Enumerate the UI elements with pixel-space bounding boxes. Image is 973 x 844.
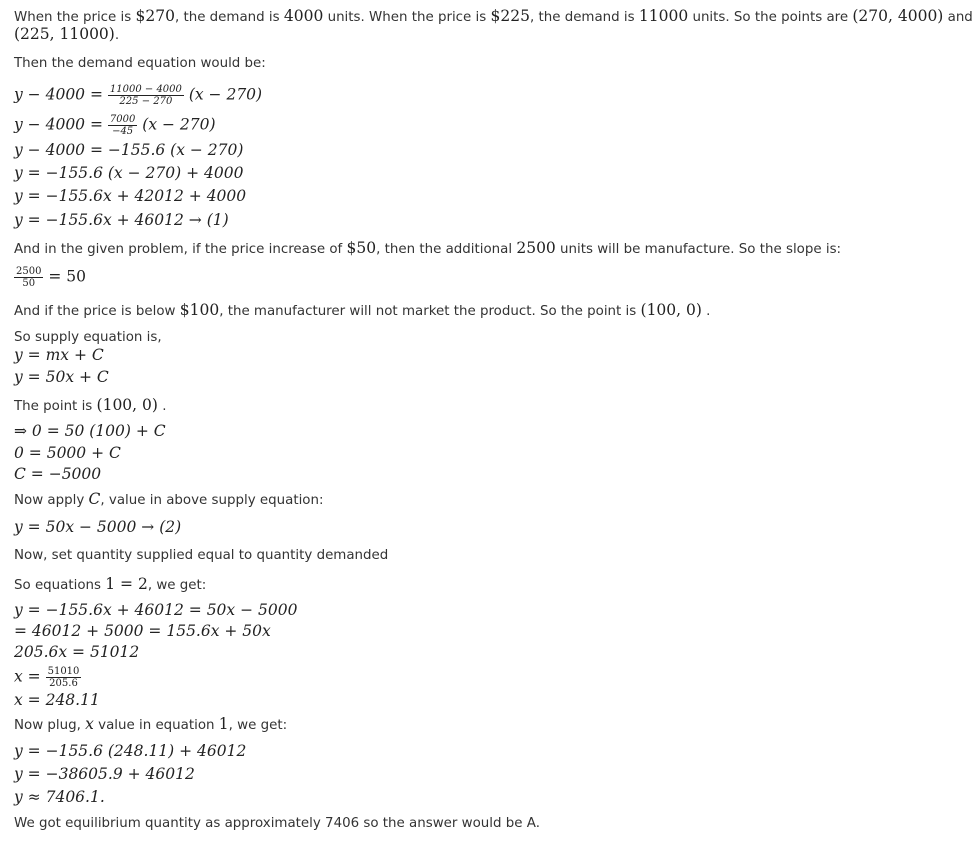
set-text: Now, set quantity supplied equal to quantity demanded xyxy=(14,548,389,563)
intro-line-2: (225, 11000). xyxy=(14,25,120,43)
intro-line-1: When the price is $270, the demand is 4000 units. When the price is $225, the demand is 11000 units. So the points are (270, 4000) and xyxy=(14,7,973,25)
apply-text: Now apply C, value in above supply equation: xyxy=(14,490,324,508)
so-eq-text: So equations 1 = 2, we get: xyxy=(14,575,207,593)
fraction: $\frac{51010}{205.6}$ xyxy=(47,666,80,689)
supply-final-eq: y = 50x − 5000 → (2) xyxy=(14,518,182,536)
solve-eq-5: x = 248.11 xyxy=(14,691,100,709)
fraction: $\frac{11000 - 4000}{225 - 270}$ xyxy=(109,84,182,107)
demand-eq-1: y − 4000 = $\frac{11000 - 4000}{225 - 270}$ (x − 270) xyxy=(14,84,263,107)
below-text: And if the price is below $100, the manufacturer will not market the product. So the point is (100, 0) . xyxy=(14,301,711,319)
c-eq-3: C = −5000 xyxy=(14,465,102,483)
plug-eq-2: y = −38605.9 + 46012 xyxy=(14,765,195,783)
solve-eq-2: = 46012 + 5000 = 155.6x + 50x xyxy=(14,622,271,640)
demand-eq-6: y = −155.6x + 46012 → (1) xyxy=(14,211,229,229)
demand-eq-3: y − 4000 = −155.6 (x − 270) xyxy=(14,141,244,159)
demand-eq-2: y − 4000 = $\frac{7000}{-45}$ (x − 270) xyxy=(14,114,216,137)
plug-text: Now plug, x value in equation 1, we get: xyxy=(14,715,288,733)
conclusion: We got equilibrium quantity as approximately 7406 so the answer would be A. xyxy=(14,816,540,831)
fraction: $\frac{7000}{-45}$ xyxy=(109,114,136,137)
slope-text: And in the given problem, if the price increase of $50, then the additional 2500 units will be manufacture. So the slope is: xyxy=(14,239,842,257)
plug-eq-1: y = −155.6 (248.11) + 46012 xyxy=(14,742,247,760)
point-text: The point is (100, 0) . xyxy=(14,396,167,414)
supply-eq-2: y = 50x + C xyxy=(14,368,109,386)
supply-intro: So supply equation is, xyxy=(14,330,162,345)
solve-eq-4: x = $\frac{51010}{205.6}$ xyxy=(14,666,80,689)
fraction: $\frac{2500}{50}$ xyxy=(16,266,42,289)
demand-intro: Then the demand equation would be: xyxy=(14,56,266,71)
c-eq-2: 0 = 5000 + C xyxy=(14,444,121,462)
demand-eq-5: y = −155.6x + 42012 + 4000 xyxy=(14,187,247,205)
supply-eq-1: y = mx + C xyxy=(14,346,104,364)
c-eq-1: ⇒ 0 = 50 (100) + C xyxy=(14,422,166,440)
solve-eq-3: 205.6x = 51012 xyxy=(14,643,140,661)
demand-eq-4: y = −155.6 (x − 270) + 4000 xyxy=(14,164,244,182)
solve-eq-1: y = −155.6x + 46012 = 50x − 5000 xyxy=(14,601,298,619)
plug-eq-3: y ≈ 7406.1. xyxy=(14,788,105,806)
slope-eq: $\frac{2500}{50}$ = 50 xyxy=(16,266,87,289)
